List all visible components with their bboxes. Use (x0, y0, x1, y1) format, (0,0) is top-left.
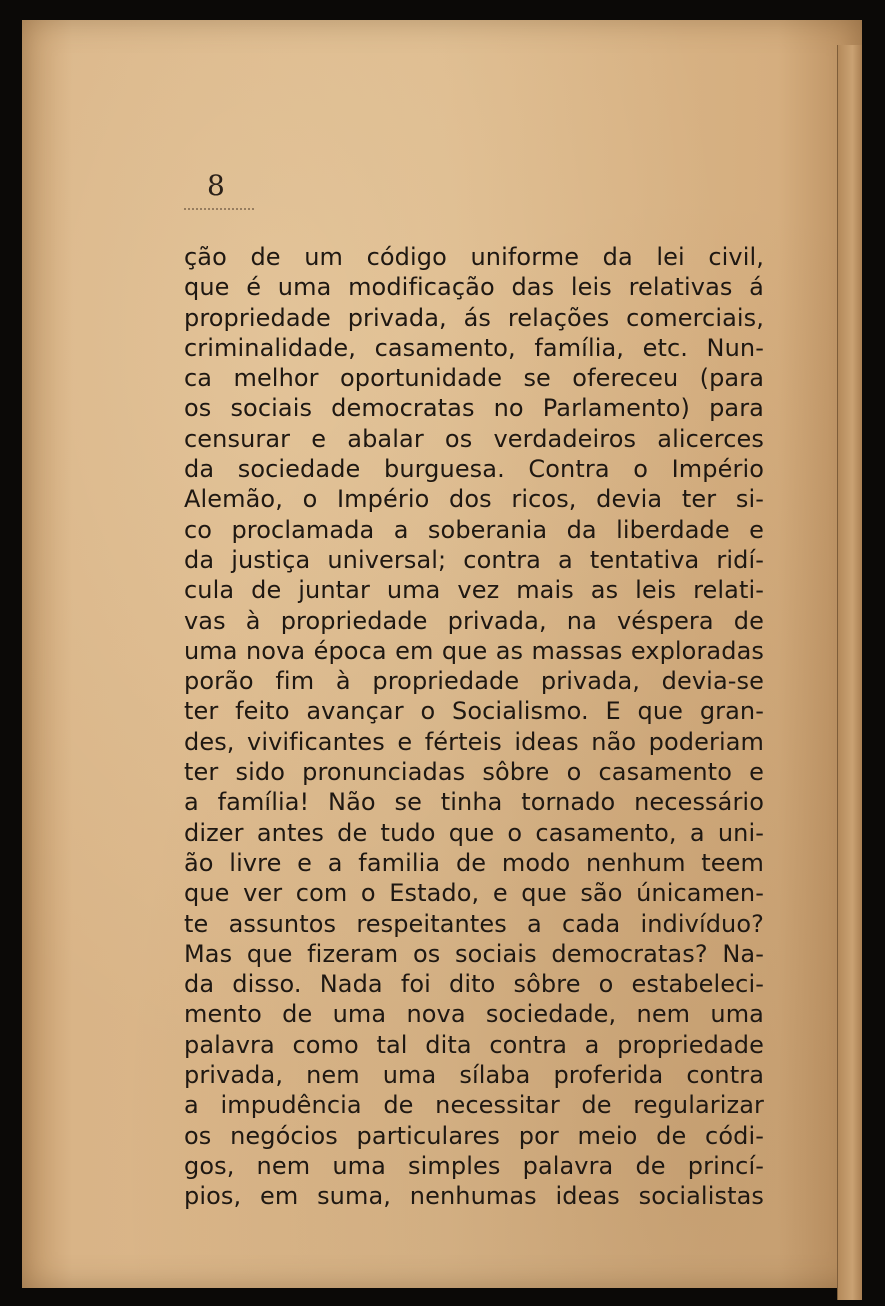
adjacent-page-edge (837, 45, 862, 1300)
text-line: Mas que fizeram os sociais democratas? Na- (184, 939, 764, 968)
text-line: da sociedade burguesa. Contra o Império (184, 455, 764, 484)
text-line: os negócios particulares por meio de códi- (184, 1121, 764, 1150)
text-line: dizer antes de tudo que o casamento, a uni- (184, 818, 764, 847)
text-line: a impudência de necessitar de regularizar (184, 1091, 764, 1120)
body-text (184, 242, 764, 1212)
text-line: censurar e abalar os verdadeiros alicerces (184, 424, 764, 453)
text-line: ão livre e a familia de modo nenhum teem (184, 848, 764, 877)
text-line: privada, nem uma sílaba proferida contra (184, 1061, 764, 1090)
text-line: que ver com o Estado, e que são únicamen- (184, 879, 764, 908)
text-line: co proclamada a soberania da liberdade e (184, 515, 764, 544)
text-line: que é uma modificação das leis relativas á (184, 273, 764, 302)
text-line: te assuntos respeitantes a cada indivíduo? (184, 909, 764, 938)
text-line: criminalidade, casamento, família, etc. Nun- (184, 333, 764, 362)
text-line: Alemão, o Império dos ricos, devia ter si- (184, 485, 764, 514)
text-line: da disso. Nada foi dito sôbre o estabeleci- (184, 970, 764, 999)
text-line: palavra como tal dita contra a propriedade (184, 1030, 764, 1059)
text-line: os sociais democratas no Parlamento) para (184, 394, 764, 423)
book-page (22, 20, 862, 1288)
text-line: ter feito avançar o Socialismo. E que gran- (184, 697, 764, 726)
text-line: porão fim à propriedade privada, devia-se (184, 667, 764, 696)
page-number-rule (184, 208, 254, 210)
text-line: propriedade privada, ás relações comerciais, (184, 303, 764, 332)
text-line: pios, em suma, nenhumas ideas socialistas (184, 1182, 764, 1211)
text-line: ção de um código uniforme da lei civil, (184, 243, 764, 271)
text-line: vas à propriedade privada, na véspera de (184, 606, 764, 635)
page-number: 8 (207, 169, 225, 202)
text-line: ca melhor oportunidade se ofereceu (para (184, 364, 764, 393)
text-line: da justiça universal; contra a tentativa ridí- (184, 545, 764, 574)
text-line: ter sido pronunciadas sôbre o casamento e (184, 758, 764, 787)
text-line: mento de uma nova sociedade, nem uma (184, 1000, 764, 1029)
text-line: cula de juntar uma vez mais as leis relati- (184, 576, 764, 605)
text-line: uma nova época em que as massas exploradas (184, 636, 764, 665)
text-line: des, vivificantes e férteis ideas não poderiam (184, 727, 764, 756)
text-line: gos, nem uma simples palavra de princí- (184, 1151, 764, 1180)
text-line: a família! Não se tinha tornado necessário (184, 788, 764, 817)
